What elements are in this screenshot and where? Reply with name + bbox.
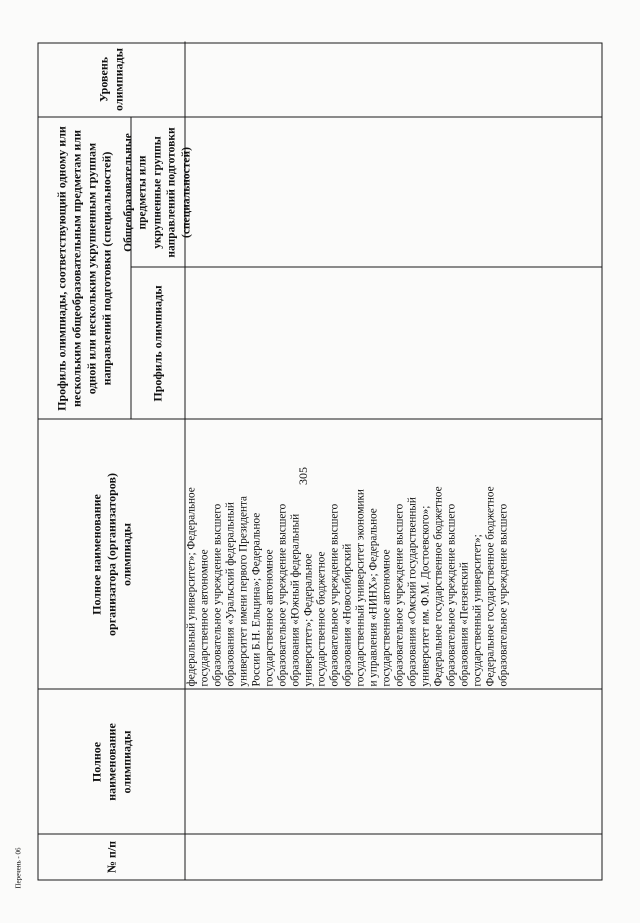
organizer-text-line: образования «Пензенский	[458, 562, 471, 687]
header-full-name: Полное наименование олимпиады	[89, 723, 133, 801]
organizer-text-line: образовательное учреждение высшего	[328, 503, 341, 687]
page-number: 305	[296, 467, 310, 485]
organizer-text-line: образовательное учреждение высшего	[393, 503, 406, 687]
organizer-text-line: Федеральное государственное бюджетное	[484, 486, 497, 687]
organizer-cell	[185, 420, 603, 690]
organizer-text-line: Федеральное государственное бюджетное	[432, 486, 445, 687]
header-profile: Профиль олимпиады	[150, 285, 164, 402]
organizer-text-line: государственное автономное	[198, 549, 211, 687]
organizer-text-line: университет»; Федеральное	[302, 553, 315, 687]
organizer-text-line: государственное автономное	[380, 549, 393, 687]
organizer-text-line: и управления «НИНХ»; Федеральное	[367, 508, 380, 687]
header-organizer: Полное наименование организатора (организаторов) олимпиады	[89, 473, 133, 636]
organizer-text-line: образовательное учреждение высшего	[497, 503, 510, 687]
organizer-text-line: государственное автономное	[263, 549, 276, 687]
organizer-text-line: образования «Омский государственный	[406, 497, 419, 687]
organizer-text-line: образовательное учреждение высшего	[276, 503, 289, 687]
organizer-text-line: образования «Южный федеральный	[289, 513, 302, 687]
organizer-text-line: федеральный университет»; Федеральное	[185, 487, 198, 687]
footer-note: Перечень - 06	[14, 847, 23, 889]
rotated-table-page	[38, 43, 603, 881]
organizer-text-line: образования «Новосибирский	[341, 543, 354, 687]
organizer-text-line: образования «Уральский федеральный	[224, 502, 237, 687]
organizer-text-line: университет им. Ф.М. Достоевского»;	[419, 505, 432, 687]
organizer-text-line: образовательное учреждение высшего	[211, 503, 224, 687]
organizer-text-line: государственный университет экономики	[354, 489, 367, 687]
header-subjects: Общеобразовательные предметы или укрупненные группы направлений подготовки (специальностей)	[122, 127, 193, 258]
organizer-text-line: государственный университет»;	[471, 534, 484, 687]
organizer-text-line: России Б.Н. Ельцина»; Федеральное	[250, 512, 263, 687]
organizer-text-line: университет имени первого Президента	[237, 495, 250, 687]
header-number: № п/п	[104, 840, 118, 874]
column-divider	[131, 267, 602, 268]
header-level: Уровень олимпиады	[96, 48, 126, 111]
header-profile-group: Профиль олимпиады, соответствующий одному или нескольким общеобразовательным предметам или одной или нескольким укрупненным группам направлений подготовки (специальностей)	[54, 126, 114, 411]
olympiad-table	[38, 43, 603, 881]
organizer-text-line: государственное бюджетное	[315, 551, 328, 687]
organizer-text-line: образовательное учреждение высшего	[445, 503, 458, 687]
